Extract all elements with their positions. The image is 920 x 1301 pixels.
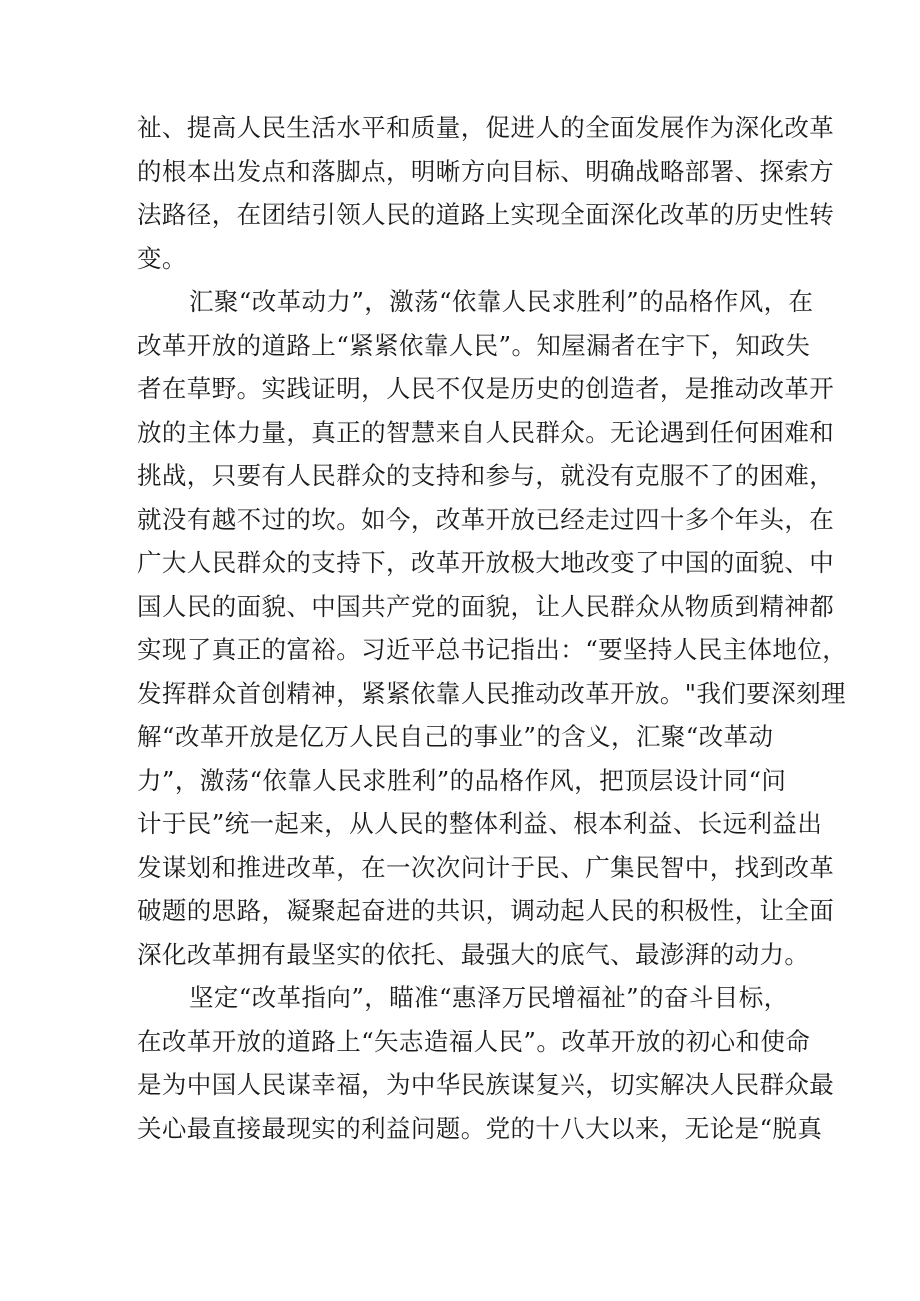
text-line: 计于民”统一起来，从人民的整体利益、根本利益、长远利益出	[137, 809, 823, 838]
text-line: 祉、提高人民生活水平和质量，促进人的全面发展作为深化改革	[137, 113, 835, 142]
text-line: 发谋划和推进改革，在一次次问计于民、广集民智中，找到改革	[137, 852, 835, 882]
text-line: 在改革开放的道路上“矢志造福人民”。改革开放的初心和使命	[137, 1026, 811, 1056]
text-line: 深化改革拥有最坚实的依托、最强大的底气、最澎湃的动力。	[137, 939, 810, 969]
text-line: 汇聚“改革动力”，激荡“依靠人民求胜利”的品格作风，在	[189, 287, 814, 316]
text-line: 放的主体力量，真正的智慧来自人民群众。无论遇到任何困难和	[137, 417, 835, 447]
text-line: 广大人民群众的支持下，改革开放极大地改变了中国的面貌、中	[137, 548, 835, 577]
paragraph-2	[137, 280, 848, 976]
text-line: 挑战，只要有人民群众的支持和参与，就没有克服不了的困难，	[137, 461, 835, 490]
text-line: 坚定“改革指向”，瞄准“惠泽万民增福祉”的奋斗目标，	[189, 983, 789, 1012]
text-line: 是为中国人民谋幸福，为中华民族谋复兴，切实解决人民群众最	[137, 1070, 835, 1099]
text-line: 的根本出发点和落脚点，明晰方向目标、明确战略部署、探索方	[137, 156, 835, 186]
text-line: 关心最直接最现实的利益问题。党的十八大以来，无论是“脱真	[137, 1113, 823, 1143]
document-body	[137, 106, 848, 1150]
text-line: 改革开放的道路上“紧紧依靠人民”。知屋漏者在宇下，知政失	[137, 330, 811, 360]
text-line: 破题的思路，凝聚起奋进的共识，调动起人民的积极性，让全面	[137, 896, 835, 925]
text-line: 者在草野。实践证明，人民不仅是历史的创造者，是推动改革开	[137, 374, 835, 403]
text-line: 变。	[137, 243, 187, 273]
text-line: 就没有越不过的坎。如今，改革开放已经走过四十多个年头，在	[137, 504, 835, 534]
paragraph-1	[137, 106, 835, 280]
paragraph-3	[137, 976, 835, 1150]
text-line: 实现了真正的富裕。习近平总书记指出：“要坚持人民主体地位，	[137, 635, 848, 664]
text-line: 力”，激荡“依靠人民求胜利”的品格作风，把顶层设计同“问	[137, 765, 787, 795]
text-line: 发挥群众首创精神，紧紧依靠人民推动改革开放。"我们要深刻理	[137, 678, 846, 708]
text-line: 解“改革开放是亿万人民自己的事业”的含义，汇聚“改革动	[137, 722, 774, 751]
text-line: 法路径，在团结引领人民的道路上实现全面深化改革的历史性转	[137, 200, 835, 229]
text-line: 国人民的面貌、中国共产党的面貌，让人民群众从物质到精神都	[137, 591, 835, 621]
